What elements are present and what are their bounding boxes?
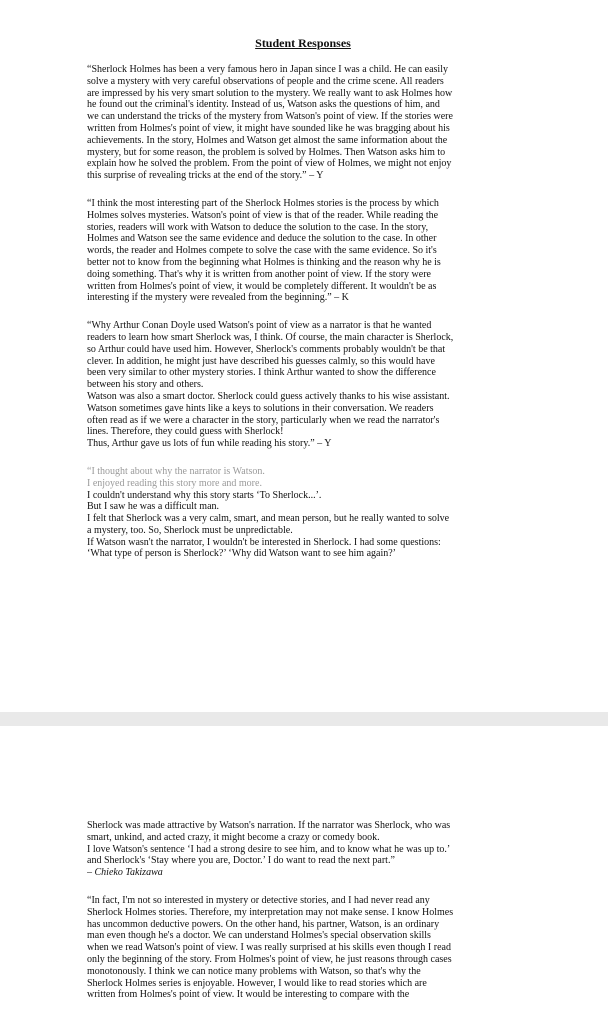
- response-line: better not to know from the beginning what Holmes is thinking and the reason why he is: [87, 256, 441, 268]
- response-line: I enjoyed reading this story more and more.: [87, 477, 262, 489]
- response-line: Sherlock Holmes stories. Therefore, my interpretation may not make sense. I know Holmes: [87, 906, 454, 918]
- response-line: only the beginning of the story. From Holmes's point of view, he just reasons through cases: [87, 953, 452, 965]
- response-line: Sherlock was made attractive by Watson's narration. If the narrator was Sherlock, who was: [87, 820, 451, 831]
- response-line: he found out the criminal's identity. Instead of us, Watson asks the questions of him, and: [87, 99, 440, 111]
- response-line: I felt that Sherlock was a very calm, smart, and mean person, but he really wanted to solve: [87, 513, 450, 525]
- student-response-3: [87, 320, 519, 450]
- response-line: are impressed by his very smart solution to the mystery. We really want to ask Holmes how: [87, 87, 453, 99]
- response-line: “Sherlock Holmes has been a very famous hero in Japan since I was a child. He can easily: [87, 64, 448, 75]
- response-line: “Why Arthur Conan Doyle used Watson's point of view as a narrator is that he wanted: [87, 320, 432, 332]
- response-line: Holmes solves mysteries. Watson's point of view is that of the reader. While reading the: [87, 209, 439, 221]
- response-line: mystery, but for some reason, the problem is solved by Holmes. Then Watson asks him to: [87, 146, 446, 158]
- response-line: interesting if the mystery were revealed from the beginning.” – K: [87, 292, 349, 304]
- response-line: smart, unkind, and acted crazy, it might become a crazy or comedy book.: [87, 831, 380, 843]
- response-line: If Watson wasn't the narrator, I wouldn't be interested in Sherlock. I had some questions:: [87, 536, 441, 548]
- document-page-2: [0, 726, 608, 1024]
- student-response-2: [87, 198, 519, 304]
- student-response-5: [87, 820, 519, 879]
- response-line: “I think the most interesting part of the Sherlock Holmes stories is the process by which: [87, 197, 439, 209]
- response-line: between his story and others.: [87, 379, 204, 391]
- response-line: doing something. That's why it is written from another point of view. If the story were: [87, 268, 431, 280]
- response-line: often read as if we were a character in the story, particularly when we read the narrator's: [87, 414, 440, 426]
- response-line: written from Holmes's point of view, it might have sounded like he was bragging about his: [87, 122, 450, 134]
- response-line: Thus, Arthur gave us lots of fun while reading his story.” – Y: [87, 438, 332, 450]
- response-line: written from Holmes's point of view, it would be completely different. It wouldn't be as: [87, 280, 437, 292]
- response-line: Sherlock Holmes series is enjoyable. However, I would like to read stories which are: [87, 977, 427, 989]
- response-line: explain how he solved the problem. From the point of view of Holmes, we might not enjoy: [87, 158, 452, 170]
- response-line: written from Holmes's point of view. It would be interesting to compare with the: [87, 989, 410, 1001]
- response-line: words, the reader and Holmes compete to solve the case with the same evidence. So it's: [87, 245, 437, 257]
- response-line: lines. Therefore, they could guess with Sherlock!: [87, 426, 284, 438]
- response-line: this surprise of revealing tricks at the end of the story.” – Y: [87, 170, 324, 182]
- student-response-6: [87, 895, 519, 1001]
- response-line: “In fact, I'm not so interested in mystery or detective stories, and I had never read any: [87, 894, 430, 906]
- response-line: man even though he's a doctor. We can understand Holmes's special observation skills: [87, 930, 431, 942]
- student-response-1: [87, 64, 519, 182]
- page-2-content: [87, 820, 519, 1017]
- response-line: I couldn't understand why this story starts ‘To Sherlock...’.: [87, 489, 322, 501]
- response-line: so Arthur could have used him. However, Sherlock's comments probably wouldn't be that: [87, 343, 446, 355]
- page-1-content: [87, 36, 519, 576]
- response-line: monotonously. I think we can notice many problems with Watson, so that's why the: [87, 965, 421, 977]
- response-line: Holmes and Watson see the same evidence and deduce the solution to the case. In other: [87, 233, 437, 245]
- response-line: we can understand the tricks of the mystery from Watson's point of view. If the stories were: [87, 111, 453, 123]
- response-line: “I thought about why the narrator is Watson.: [87, 465, 265, 477]
- response-line: has uncommon deductive powers. On the other hand, his partner, Watson, is an ordinary: [87, 918, 440, 930]
- response-line: been very similar to other mystery stories. I think Arthur wanted to show the difference: [87, 367, 436, 379]
- response-line: when we read Watson's point of view. I was really surprised at his skills even though I read: [87, 942, 451, 954]
- response-line: a mystery, too. So, Sherlock must be unpredictable.: [87, 524, 293, 536]
- response-line: achievements. In the story, Holmes and Watson get almost the same information about the: [87, 134, 448, 146]
- response-line: and Sherlock's ‘Stay where you are, Doctor.’ I do want to read the next part.”: [87, 855, 395, 867]
- response-line: I love Watson's sentence ‘I had a strong desire to see him, and to know what he was up to.’: [87, 843, 451, 855]
- response-line: solve a mystery with very careful observations of people and the crime scene. All readers: [87, 75, 444, 87]
- response-author: – Chieko Takizawa: [87, 867, 163, 879]
- response-line: readers to learn how smart Sherlock was, I think. Of course, the main character is Sherlock,: [87, 331, 454, 343]
- student-response-4: [87, 466, 519, 560]
- page-title: Student Responses: [255, 36, 351, 50]
- response-line: But I saw he was a difficult man.: [87, 501, 220, 513]
- response-line: Watson was also a smart doctor. Sherlock could guess actively thanks to his wise assistant.: [87, 390, 450, 402]
- response-line: stories, readers will work with Watson to deduce the solution to the case. In the story,: [87, 221, 429, 233]
- response-line: clever. In addition, he might just have described his guesses calmly, so this would have: [87, 355, 435, 367]
- response-line: ‘What type of person is Sherlock?’ ‘Why did Watson want to see him again?’: [87, 548, 397, 560]
- response-line: Watson sometimes gave hints like a keys to solutions in their conversation. We readers: [87, 402, 434, 414]
